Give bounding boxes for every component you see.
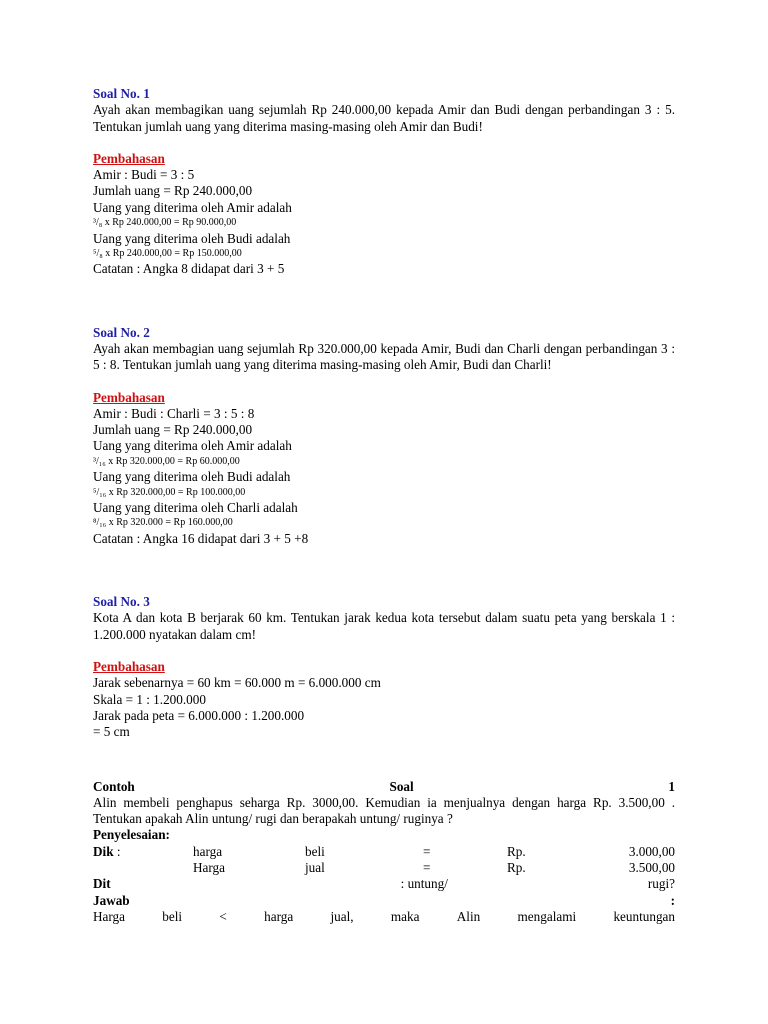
solution-line: Uang yang diterima oleh Charli adalah [93, 500, 298, 516]
jawab-word: beli [162, 908, 183, 924]
soal-3-title: Soal No. 3 [93, 594, 150, 610]
solution-line: Jumlah uang = Rp 240.000,00 [93, 422, 253, 438]
solution-line: Jumlah uang = Rp 240.000,00 [93, 183, 253, 199]
dik-row-2 [93, 860, 675, 876]
soal-3-pembahasan-heading: Pembahasan [93, 659, 165, 675]
jawab-colon: : [670, 892, 675, 908]
soal-2-solution [93, 406, 675, 547]
dik-word: harga [193, 843, 223, 859]
soal-1-question: Ayah akan membagikan uang sejumlah Rp 240.000,00 kepada Amir dan Budi dengan perbandingan 3 : 5. Tentukan jumlah uang yang diterima masing-masing oleh Amir dan Budi! [93, 102, 675, 134]
contoh-heading-number: 1 [668, 778, 675, 794]
dik-currency: Rp. [507, 843, 526, 859]
dit-end: rugi? [647, 876, 675, 892]
document-page [93, 86, 675, 925]
solution-line: Amir : Budi = 3 : 5 [93, 167, 195, 183]
solution-line: Catatan : Angka 8 didapat dari 3 + 5 [93, 261, 285, 277]
soal-2-pembahasan-heading: Pembahasan [93, 389, 165, 405]
soal-3-question: Kota A dan kota B berjarak 60 km. Tentukan jarak kedua kota tersebut dalam suatu peta yang berskala 1 : 1.200.000 nyatakan dalam cm! [93, 610, 675, 642]
soal-2-question: Ayah akan membagian uang sejumlah Rp 320.000,00 kepada Amir, Budi dan Charli dengan perbandingan 3 : 5 : 8. Tentukan jumlah uang yang diterima masing-masing oleh Amir, Budi dan Charli! [93, 340, 675, 373]
soal-2-title: Soal No. 2 [93, 324, 150, 340]
jawab-word: mengalami [517, 908, 577, 924]
soal-1-pembahasan-heading: Pembahasan [93, 150, 165, 166]
solution-line: Skala = 1 : 1.200.000 [93, 691, 206, 707]
fraction-calculation: ³/₁₆ x Rp 320.000,00 = Rp 60.000,00 [93, 455, 240, 467]
dik-word: Harga [193, 860, 225, 875]
dik-row-1 [93, 844, 675, 860]
jawab-row [93, 893, 675, 909]
jawab-word: Harga [93, 908, 125, 924]
jawab-word: Alin [456, 908, 481, 924]
jawab-line [93, 909, 675, 925]
soal-1-solution [93, 167, 675, 277]
solution-line: Amir : Budi : Charli = 3 : 5 : 8 [93, 405, 255, 421]
dik-colon: : [113, 843, 121, 859]
dit-label: Dit [93, 876, 111, 892]
jawab-word: harga [264, 908, 294, 924]
dik-equals: = [423, 860, 431, 875]
jawab-word: maka [390, 908, 420, 924]
solution-line: Jarak pada peta = 6.000.000 : 1.200.000 [93, 707, 305, 723]
dit-middle: : untung/ [400, 876, 448, 892]
dik-equals: = [423, 843, 431, 859]
solution-line: = 5 cm [93, 724, 130, 740]
solution-line: Uang yang diterima oleh Amir adalah [93, 438, 292, 454]
dik-label: Dik [93, 843, 114, 859]
solution-line: Uang yang diterima oleh Amir adalah [93, 199, 292, 215]
fraction-calculation: ³/₈ x Rp 240.000,00 = Rp 90.000,00 [93, 217, 237, 229]
penyelesaian-label: Penyelesaian: [93, 827, 170, 843]
jawab-word: jual, [330, 908, 354, 924]
dik-currency: Rp. [507, 860, 526, 875]
jawab-word: < [219, 908, 227, 924]
contoh-question: Alin membeli penghapus seharga Rp. 3000,00. Kemudian ia menjualnya dengan harga Rp. 3.500,00 . Tentukan apakah Alin untung/ rugi dan berapakah untung/ ruginya ? [93, 794, 675, 827]
contoh-heading-word-2: Soal [389, 778, 414, 794]
jawab-label: Jawab [93, 892, 130, 908]
jawab-word: keuntungan [613, 908, 675, 924]
soal-1-title: Soal No. 1 [93, 86, 150, 101]
solution-line: Uang yang diterima oleh Budi adalah [93, 469, 291, 485]
dik-word: jual [305, 860, 325, 875]
dik-value: 3.500,00 [628, 860, 675, 875]
contoh-heading-word-1: Contoh [93, 778, 135, 794]
solution-line: Uang yang diterima oleh Budi adalah [93, 230, 291, 246]
dik-value: 3.000,00 [628, 843, 675, 859]
dit-row [93, 876, 675, 892]
fraction-calculation: ⁵/₁₆ x Rp 320.000,00 = Rp 100.000,00 [93, 486, 246, 498]
dik-word: beli [305, 843, 325, 859]
contoh-heading [93, 779, 675, 795]
fraction-calculation: ⁸/₁₆ x Rp 320.000 = Rp 160.000,00 [93, 517, 233, 529]
solution-line: Catatan : Angka 16 didapat dari 3 + 5 +8 [93, 530, 309, 546]
fraction-calculation: ⁵/₈ x Rp 240.000,00 = Rp 150.000,00 [93, 247, 242, 259]
solution-line: Jarak sebenarnya = 60 km = 60.000 m = 6.000.000 cm [93, 675, 381, 691]
soal-3-solution [93, 675, 675, 740]
